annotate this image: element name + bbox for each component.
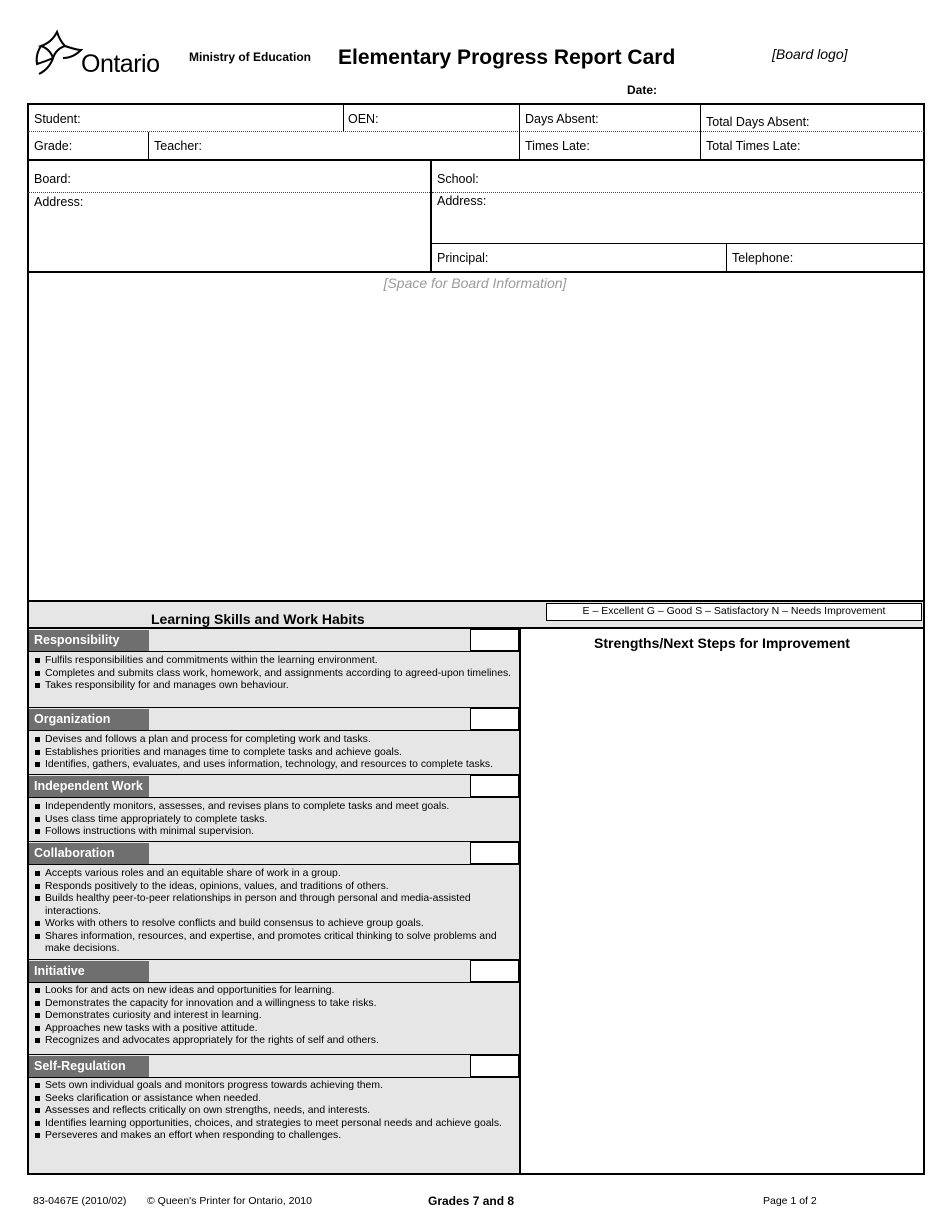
total-days-absent-field[interactable]: Total Days Absent: — [706, 115, 810, 129]
list-item: Assesses and reflects critically on own strengths, needs, and interests. — [33, 1105, 503, 1118]
date-label: Date: — [627, 83, 658, 97]
trillium-icon — [33, 28, 83, 76]
skill-heading: Organization — [29, 709, 149, 730]
list-item: Demonstrates curiosity and interest in learning. — [33, 1010, 515, 1023]
list-item: Approaches new tasks with a positive attitude. — [33, 1023, 515, 1036]
telephone-field[interactable]: Telephone: — [732, 251, 794, 265]
skill-heading: Self-Regulation — [29, 1056, 149, 1077]
learning-skills-title: Learning Skills and Work Habits — [151, 611, 365, 627]
total-times-late-field[interactable]: Total Times Late: — [706, 139, 801, 153]
rating-box[interactable] — [470, 775, 519, 797]
rating-box[interactable] — [470, 960, 519, 982]
logo-wordmark: Ontario — [81, 50, 160, 78]
student-field[interactable]: Student: — [34, 112, 81, 126]
skill-heading: Collaboration — [29, 843, 149, 864]
grade-field[interactable]: Grade: — [34, 139, 73, 153]
times-late-field[interactable]: Times Late: — [525, 139, 590, 153]
board-field[interactable]: Board: — [34, 172, 71, 186]
skill-items — [33, 734, 517, 772]
page-title: Elementary Progress Report Card — [338, 46, 676, 69]
list-item: Recognizes and advocates appropriately for the rights of self and others. — [33, 1035, 515, 1048]
list-item: Independently monitors, assesses, and revises plans to complete tasks and meet goals. — [33, 801, 515, 814]
days-absent-field[interactable]: Days Absent: — [525, 112, 599, 126]
strengths-next-steps-title: Strengths/Next Steps for Improvement — [594, 635, 850, 651]
page-number: Page 1 of 2 — [763, 1195, 817, 1207]
list-item: Completes and submits class work, homework, and assignments according to agreed-upon timelines. — [33, 668, 515, 681]
list-item: Devises and follows a plan and process for completing work and tasks. — [33, 734, 517, 747]
board-space-placeholder: [Space for Board Information] — [383, 275, 567, 291]
list-item: Sets own individual goals and monitors progress towards achieving them. — [33, 1080, 503, 1093]
list-item: Perseveres and makes an effort when responding to challenges. — [33, 1130, 503, 1143]
strengths-comment-area[interactable] — [522, 655, 922, 1172]
grades-label: Grades 7 and 8 — [428, 1194, 515, 1208]
skill-heading: Independent Work — [29, 776, 149, 797]
list-item: Identifies, gathers, evaluates, and uses information, technology, and resources to complete tasks. — [33, 759, 517, 772]
copyright: © Queen's Printer for Ontario, 2010 — [147, 1195, 312, 1207]
oen-field[interactable]: OEN: — [348, 112, 379, 126]
rating-box[interactable] — [470, 842, 519, 864]
skill-items — [33, 801, 515, 839]
list-item: Takes responsibility for and manages own behaviour. — [33, 680, 515, 693]
list-item: Builds healthy peer-to-peer relationships in person and through personal and media-assisted interactions. — [33, 893, 503, 918]
school-field[interactable]: School: — [437, 172, 479, 186]
form-code: 83-0467E (2010/02) — [33, 1195, 127, 1207]
ontario-logo — [33, 28, 178, 80]
rating-box[interactable] — [470, 629, 519, 651]
list-item: Fulfils responsibilities and commitments within the learning environment. — [33, 655, 515, 668]
list-item: Shares information, resources, and expertise, and promotes critical thinking to solve problems and make decisions. — [33, 931, 503, 956]
list-item: Uses class time appropriately to complete tasks. — [33, 814, 515, 827]
skill-items — [33, 868, 503, 956]
list-item: Works with others to resolve conflicts and build consensus to achieve group goals. — [33, 918, 503, 931]
teacher-field[interactable]: Teacher: — [154, 139, 202, 153]
ministry-label: Ministry of Education — [189, 50, 312, 64]
skill-heading: Responsibility — [29, 630, 149, 651]
list-item: Responds positively to the ideas, opinions, values, and traditions of others. — [33, 881, 503, 894]
board-address-field[interactable]: Address: — [34, 195, 84, 209]
rating-legend: E – Excellent G – Good S – Satisfactory N – Needs Improvement — [546, 603, 922, 621]
board-logo-placeholder: [Board logo] — [772, 46, 848, 62]
list-item: Identifies learning opportunities, choices, and strategies to meet personal needs and achieve goals. — [33, 1118, 503, 1131]
list-item: Looks for and acts on new ideas and opportunities for learning. — [33, 985, 515, 998]
skill-heading: Initiative — [29, 961, 149, 982]
skill-items — [33, 985, 515, 1048]
rating-box[interactable] — [470, 1055, 519, 1077]
school-address-field[interactable]: Address: — [437, 194, 487, 208]
skill-items — [33, 1080, 503, 1143]
list-item: Follows instructions with minimal supervision. — [33, 826, 515, 839]
skill-items — [33, 655, 515, 693]
principal-field[interactable]: Principal: — [437, 251, 489, 265]
list-item: Accepts various roles and an equitable share of work in a group. — [33, 868, 503, 881]
list-item: Demonstrates the capacity for innovation and a willingness to take risks. — [33, 998, 515, 1011]
list-item: Seeks clarification or assistance when needed. — [33, 1093, 503, 1106]
rating-box[interactable] — [470, 708, 519, 730]
list-item: Establishes priorities and manages time to complete tasks and achieve goals. — [33, 747, 517, 760]
